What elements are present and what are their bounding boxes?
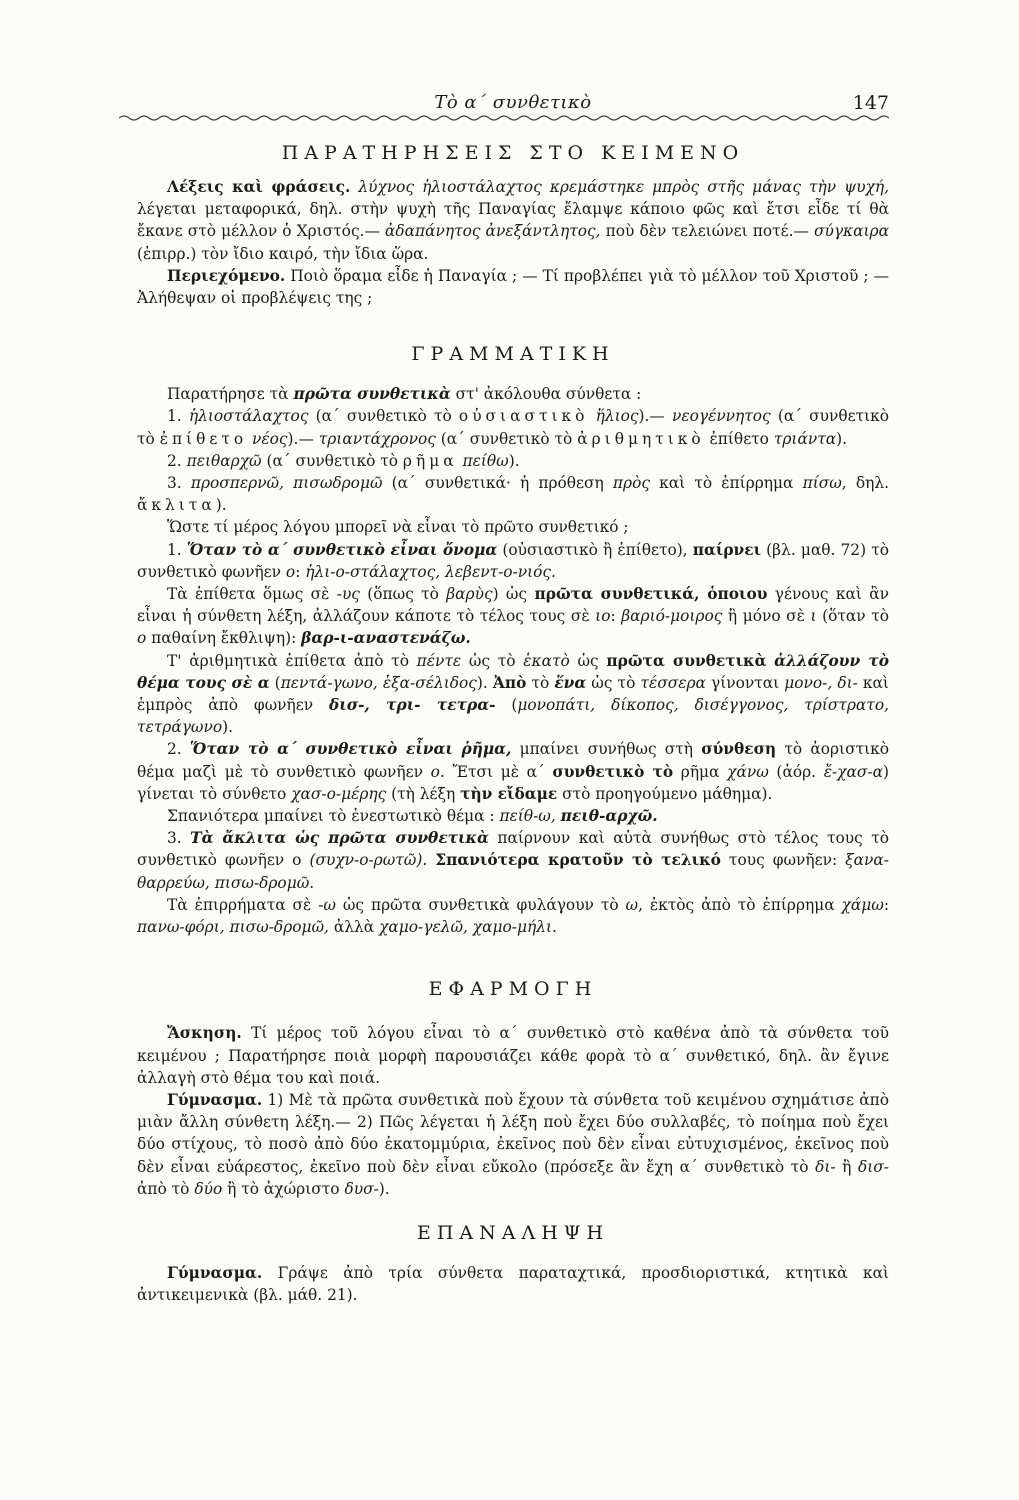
- emphasis: Ὅταν τὸ α΄ συνθετικὸ εἶναι ῥῆμα,: [189, 740, 512, 759]
- grammar-rule-1: [137, 539, 889, 583]
- grammar-question: Ὥστε τί μέρος λόγου μπορεῖ νὰ εἶναι τὸ πρῶτο συνθετικό ;: [167, 518, 629, 537]
- example: τριαντάχρονος: [318, 429, 436, 448]
- text: (α΄ συνθετικὸ τὸ: [261, 451, 403, 470]
- grammar-heading: ΓΡΑΜΜΑΤΙΚΗ: [411, 343, 615, 366]
- observations-heading: ΠΑΡΑΤΗΡΗΣΕΙΣ ΣΤΟ ΚΕΙΜΕΝΟ: [281, 142, 745, 164]
- example: ο: [137, 629, 147, 648]
- text: (α΄ συνθετικὸ τὸ: [435, 429, 578, 448]
- spaced-term: ἀριθμητικὸ: [577, 429, 705, 448]
- grammar-rule-1-numerals: [137, 650, 889, 739]
- text: :: [295, 562, 306, 581]
- example: ξανα-θαρρεύω, πισω-δρομῶ.: [137, 851, 889, 892]
- grammar-intro: [137, 383, 889, 405]
- review-heading: ΕΠΑΝΑΛΗΨΗ: [416, 1221, 610, 1244]
- text: (τὴ λέξη: [386, 784, 461, 803]
- text: (α΄ συνθετικά· ἡ πρόθεση: [382, 474, 613, 493]
- example: χαμο-γελῶ, χαμο-μήλι.: [379, 918, 557, 937]
- example: ἡλι-ο-στάλαχτος, λεβεντ-ο-νιός.: [305, 562, 556, 581]
- practice-text: ἢ: [835, 1157, 858, 1176]
- emphasis: Σπανιότερα κρατοῦν τὸ τελικό: [435, 851, 721, 870]
- text: παίρνουν καὶ αὐτὰ συνήθως στὸ τέλος τους τὸ συνθετικὸ φωνῆεν ο: [137, 829, 890, 870]
- example: (συχν-ο-ρωτῶ).: [309, 851, 428, 870]
- book-page: [137, 86, 889, 1306]
- practice-text: ἀπὸ τὸ: [137, 1179, 195, 1198]
- text: 3.: [167, 474, 191, 493]
- content-text: Ποιὸ ὅραμα εἶδε ἡ Παναγία ; — Τί προβλέπει γιὰ τὸ μέλλον τοῦ Χριστοῦ ; —Ἀλήθεψαν οἱ προβλέψεις της ;: [137, 266, 889, 308]
- example: χάμω: [841, 895, 884, 914]
- text: γένους καὶ ἂν εἶναι ἡ σύνθετη λέξη, ἀλλάζουν κάποτε τὸ τέλος τους σὲ: [137, 585, 889, 626]
- emphasis: πειθ-αρχῶ.: [560, 807, 658, 826]
- emphasis: συνθετικὸ τὸ: [552, 762, 674, 781]
- example: δισ-: [857, 1157, 889, 1176]
- example: ω: [625, 895, 639, 914]
- emphasis: πρῶτα συνθετικά, ὁποιου: [534, 585, 768, 604]
- grammar-rule-2: [137, 738, 889, 805]
- text: Σπανιότερα μπαίνει τὸ ἐνεστωτικὸ θέμα :: [167, 807, 500, 826]
- text: :: [883, 895, 889, 914]
- example: δυσ-: [344, 1179, 379, 1198]
- vocab-explanation: ποὺ δὲν τελειώνει ποτέ.—: [600, 222, 809, 241]
- example: ἑκατὸ: [523, 651, 570, 670]
- text: ).: [222, 718, 234, 737]
- text: [588, 407, 595, 425]
- practice-label: Γύμνασμα.: [167, 1090, 263, 1109]
- example: πεντά-γωνο, ἑξα-σέλιδος: [280, 673, 477, 692]
- text: μπαίνει συνήθως στὴ: [511, 740, 702, 759]
- example: βαριό-μοιρος: [621, 607, 723, 626]
- text: 2.: [167, 740, 190, 759]
- example: μονο-, δι-: [784, 673, 858, 692]
- text: ).: [508, 451, 520, 470]
- text: τὸ ἀοριστικὸ θέμα μαζὶ μὲ τὸ συνθετικὸ φωνῆεν: [137, 740, 890, 781]
- wavy-rule: [119, 114, 889, 122]
- example: τέσσερα: [640, 673, 706, 692]
- text: Τ' ἀριθμητικὰ ἐπίθετα ἀπὸ τὸ: [167, 651, 417, 670]
- vocab-word: ἀδαπάνητος ἀνεξάντλητος,: [379, 222, 601, 241]
- grammar-rule-3-adverbs: [137, 894, 889, 938]
- review-paragraph: [137, 1262, 889, 1306]
- text: (ὅπως τὸ: [359, 585, 447, 604]
- spaced-term: ἄκλιτα: [137, 496, 216, 515]
- emphasis: τὴν εἴδαμε: [460, 784, 558, 803]
- text: στὸ προηγούμενο μάθημα).: [557, 784, 773, 803]
- example: πρὸς: [612, 474, 650, 493]
- text: τους φωνῆεν:: [720, 851, 846, 870]
- emphasis: ἀλλάζουν τὸ θέμα τους σὲ α: [137, 651, 889, 692]
- text: . Ἔτσι μὲ α΄: [439, 762, 553, 781]
- text: γίνονται: [705, 673, 785, 692]
- example: ιο: [595, 607, 611, 626]
- text: ).: [215, 496, 227, 515]
- example: ο: [430, 762, 440, 781]
- emphasis: Ἀπὸ: [492, 673, 527, 692]
- text: ὡς τὸ: [461, 651, 524, 670]
- example: πείθω: [462, 451, 509, 470]
- text: ) ὡς: [492, 585, 535, 604]
- grammar-rule-1-adjectives: [137, 583, 889, 650]
- text: καὶ ἐμπρὸς ἀπὸ φωνῆεν: [137, 673, 889, 715]
- text: ).—: [287, 429, 319, 448]
- grammar-item-3: [137, 472, 889, 516]
- vocab-word: σύγκαιρα: [808, 222, 889, 241]
- emphasis: ἕνα: [554, 673, 587, 692]
- example: ἔ-χασ-α: [823, 762, 883, 781]
- example: πέντε: [416, 651, 462, 670]
- example: πίσω: [802, 474, 842, 493]
- page-header: [137, 86, 889, 120]
- text: (βλ. μαθ. 72) τὸ συνθετικὸ φωνῆεν: [137, 540, 890, 581]
- text: ).—: [638, 407, 672, 426]
- vocab-explanation: (ἐπιρρ.) τὸν ἴδιο καιρό, τὴν ἴδια ὥρα.: [137, 244, 429, 263]
- text: :: [610, 607, 622, 626]
- spaced-term: ἐπίθετο: [159, 429, 248, 448]
- example: -υς: [336, 585, 360, 604]
- practice-paragraph: [137, 1089, 889, 1200]
- review-text: Γράψε ἀπὸ τρία σύνθετα παραταχτικά, προσδιοριστικά, κτητικὰ καὶ ἀντικειμενικὰ (βλ. μάθ. 21).: [137, 1263, 889, 1305]
- text: 3.: [167, 829, 191, 848]
- text: ἢ μόνο σὲ: [722, 607, 811, 626]
- text: 1.: [167, 407, 189, 426]
- emphasis: παίρνει: [692, 540, 762, 559]
- example: ι: [810, 607, 817, 626]
- text: τὸ: [526, 673, 555, 692]
- text: ).: [476, 673, 493, 692]
- emphasis: σύνθεση: [701, 740, 777, 759]
- example: βαρὺς: [446, 585, 493, 604]
- example: δι-: [815, 1157, 836, 1176]
- example: δύο: [194, 1179, 223, 1198]
- exercise-label: Ἄσκηση.: [167, 1024, 242, 1043]
- vocab-phrase: λύχνος ἡλιοστάλαχτος κρεμάστηκε μπρὸς στῆς μάνας τὴν ψυχή,: [350, 178, 890, 196]
- text: 1.: [167, 540, 187, 559]
- text: (ὅταν τὸ: [816, 607, 890, 626]
- emphasis: βαρ-ι-αναστενάζω.: [301, 629, 471, 648]
- text: (α΄ συνθετικὸ τὸ: [137, 407, 889, 448]
- text: (: [495, 696, 518, 715]
- text: ὡς: [569, 651, 607, 670]
- emphasis: πρῶτα συνθετικὰ: [293, 385, 451, 404]
- example: πανω-φόρι, πισω-δρομῶ,: [137, 918, 329, 937]
- spaced-term: οὐσιαστικὸ: [458, 407, 589, 426]
- example: ἥλιος: [595, 407, 639, 426]
- example: -ω: [318, 895, 336, 914]
- example: χάνω: [727, 762, 769, 781]
- text: ἐπίθετο: [704, 429, 774, 448]
- running-title: Τὸ α΄ συνθετικὸ: [434, 92, 592, 113]
- text: (ἀόρ.: [768, 762, 824, 781]
- text: ).: [836, 429, 848, 448]
- grammar-item-2: [137, 450, 889, 472]
- text: 2.: [167, 451, 187, 470]
- example: ο: [285, 562, 296, 581]
- practice-text: 1) Μὲ τὰ πρῶτα συνθετικὰ ποὺ ἔχουν τὰ σύνθετα τοῦ κειμένου σχημάτισε ἀπὸ μιὰν ἄλλη σύνθετη λέξη.— 2) Πῶς λέγεται ἡ λέξη ποὺ ἔχει δύο συλλαβές, τὸ ποίημα ποὺ ἔχει δύο στίχους, τὸ ποσὸ ἀπὸ δύο ἑκατομμύρια, ἐκεῖνος ποὺ δὲν εἶναι εὐτυχισμένος, ἐκεῖνος ποὺ δὲν εἶναι εὐάρεστος, ἐκεῖνο ποὺ δὲν εἶναι εὔκολο (πρόσεξε ἂν ἔχη α΄ συνθετικὸ τὸ: [137, 1090, 889, 1176]
- practice-text: ).: [378, 1179, 390, 1198]
- text: ) γίνεται τὸ σύνθετο: [137, 762, 890, 803]
- vocab-explanation: λέγεται μεταφορικά, δηλ. στὴν ψυχὴ τῆς Παναγίας ἔλαμψε κάποιο φῶς καὶ ἔτσι εἶδε τί θὰ ἔκανε στὸ μέλλον ὁ Χριστός.—: [137, 200, 889, 241]
- review-label: Γύμνασμα.: [167, 1263, 263, 1282]
- page-number: 147: [852, 92, 889, 114]
- emphasis: Τὰ ἄκλιτα ὡς πρῶτα συνθετικὰ: [190, 829, 489, 848]
- content-label: Περιεχόμενο.: [167, 266, 286, 285]
- example: τριάντα: [773, 429, 837, 448]
- text: (α΄ συνθετικὸ τὸ: [308, 407, 459, 426]
- text: ρῆμα: [673, 762, 728, 781]
- example: ἡλιοστάλαχτος: [188, 407, 309, 426]
- text: , ἐκτὸς ἀπὸ τὸ ἐπίρρημα: [638, 895, 842, 914]
- example: πείθ-ω,: [499, 807, 556, 826]
- grammar-item-1: [137, 405, 889, 449]
- example: νεογέννητος: [671, 407, 771, 426]
- text: ὡς πρῶτα συνθετικὰ φυλάγουν τὸ: [335, 895, 626, 914]
- grammar-rule-2-rare: [137, 805, 889, 827]
- example: δισ-, τρι- τετρα-: [328, 696, 496, 715]
- emphasis: Ὅταν τὸ α΄ συνθετικὸ εἶναι ὄνομα: [186, 540, 498, 559]
- text: στ' ἀκόλουθα σύνθετα :: [450, 385, 642, 404]
- text: καὶ τὸ ἐπίρρημα: [649, 474, 803, 493]
- exercise-paragraph: [137, 1022, 889, 1089]
- text: , δηλ.: [841, 474, 889, 493]
- spaced-term: ρῆμα: [402, 451, 458, 470]
- vocab-paragraph: [137, 176, 889, 265]
- content-paragraph: [137, 265, 889, 309]
- vocab-label: Λέξεις καὶ φράσεις.: [167, 178, 351, 196]
- application-heading: ΕΦΑΡΜΟΓΗ: [428, 978, 598, 1001]
- example: μονοπάτι, δίκοπος, δισέγγονος, τρίστρατο, τετράγωνο: [137, 696, 889, 737]
- text: Τὰ ἐπιρρήματα σὲ: [167, 895, 319, 914]
- text: (οὐσιαστικὸ ἢ ἐπίθετο),: [497, 540, 693, 559]
- exercise-text: Τί μέρος τοῦ λόγου εἶναι τὸ α΄ συνθετικὸ στὸ καθένα ἀπὸ τὰ σύνθετα τοῦ κειμένου ; Παρατήρησε ποιὰ μορφὴ παρουσιάζει κάθε φορὰ τὸ α΄ συνθετικό, δηλ. ἂν ἔγινε ἀλλαγὴ στὸ θέμα του καὶ ποιά.: [137, 1024, 889, 1087]
- text: Παρατήρησε τὰ: [167, 385, 294, 404]
- example: χασ-ο-μέρης: [291, 784, 387, 803]
- example: νέος: [252, 429, 288, 448]
- grammar-rule-3: [137, 827, 889, 894]
- text: (: [269, 673, 281, 692]
- practice-text: ἢ τὸ ἀχώριστο: [222, 1179, 345, 1198]
- example: πειθαρχῶ: [186, 451, 262, 470]
- text: παθαίνη ἔκθλιψη):: [146, 629, 302, 648]
- text: ἀλλὰ: [328, 918, 380, 937]
- emphasis: πρῶτα συνθετικὰ: [606, 651, 767, 670]
- example: προσπερνῶ, πισωδρομῶ: [190, 474, 383, 493]
- text: [766, 652, 774, 670]
- text: Τὰ ἐπίθετα ὅμως σὲ: [167, 585, 337, 604]
- text: ὡς τὸ: [586, 673, 641, 692]
